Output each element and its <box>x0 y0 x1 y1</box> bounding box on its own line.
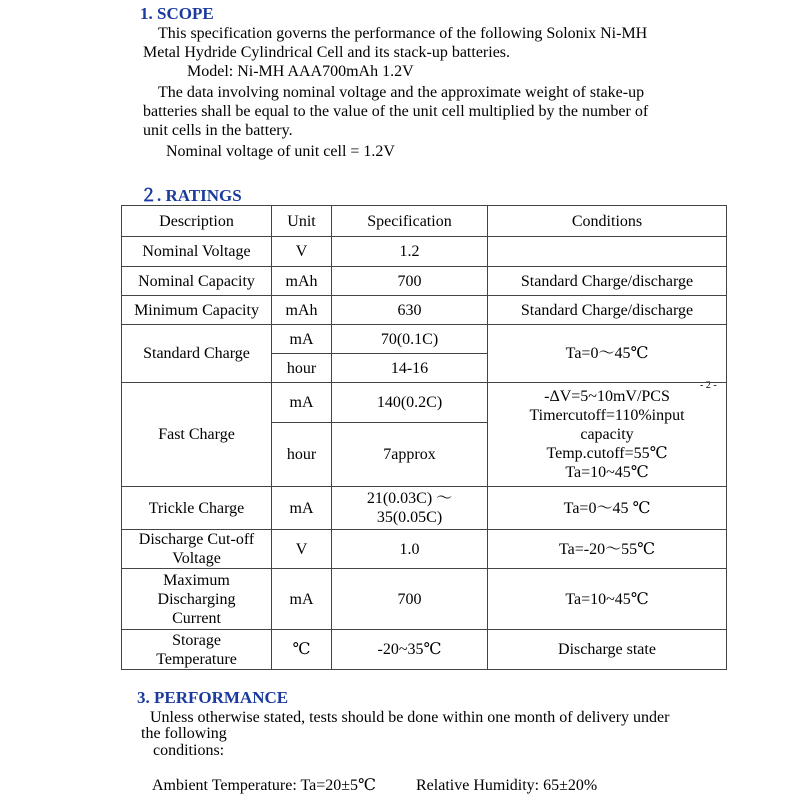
ratings-table <box>121 205 727 670</box>
cell-conditions: Standard Charge/discharge <box>488 267 727 296</box>
cell-conditions: Standard Charge/discharge <box>488 296 727 325</box>
spec-line: 35(0.05C) <box>376 509 443 526</box>
cell-description: Nominal Voltage <box>122 237 272 267</box>
desc-line: Discharge Cut-off <box>138 531 255 548</box>
header-conditions: Conditions <box>488 206 727 237</box>
scope-line-1: This specification governs the performance of the following Solonix Ni-MH <box>158 25 648 42</box>
cell-description: Minimum Capacity <box>122 296 272 325</box>
cell-conditions: Ta=-20～55℃ <box>488 530 727 569</box>
desc-line: Voltage <box>172 550 221 567</box>
scope-nominal-voltage: Nominal voltage of unit cell = 1.2V <box>166 143 395 160</box>
scope-heading: 1. SCOPE <box>140 4 214 23</box>
table-row <box>122 325 727 354</box>
performance-line-1: Unless otherwise stated, tests should be done within one month of delivery under <box>150 709 670 726</box>
cell-unit: ℃ <box>272 630 332 670</box>
performance-line-3: conditions: <box>153 742 225 759</box>
header-unit: Unit <box>272 206 332 237</box>
scope-line-5: batteries shall be equal to the value of the unit cell multiplied by the number of <box>143 103 649 120</box>
cell-spec <box>332 487 488 530</box>
relative-humidity: Relative Humidity: 65±20% <box>416 777 598 794</box>
table-row <box>122 630 727 670</box>
cell-description: Nominal Capacity <box>122 267 272 296</box>
cell-spec: 7approx <box>332 423 488 487</box>
cell-unit: V <box>272 237 332 267</box>
cell-spec: 630 <box>332 296 488 325</box>
cell-unit: mA <box>272 569 332 630</box>
cond-line: capacity <box>580 426 634 443</box>
desc-line: Current <box>172 609 221 627</box>
desc-line: Maximum <box>163 571 230 589</box>
table-row <box>122 569 727 630</box>
cell-description: Standard Charge <box>122 325 272 383</box>
ratings-heading: ２. RATINGS <box>140 186 242 205</box>
cell-spec: 700 <box>332 267 488 296</box>
cell-unit: mA <box>272 325 332 354</box>
table-row <box>122 296 727 325</box>
cell-spec: 70(0.1C) <box>332 325 488 354</box>
cell-unit: mA <box>272 383 332 423</box>
cond-line: -ΔV=5~10mV/PCS <box>544 388 670 405</box>
cell-unit: mAh <box>272 296 332 325</box>
scope-line-2: Metal Hydride Cylindrical Cell and its stack-up batteries. <box>143 44 511 61</box>
cell-description: Fast Charge <box>122 383 272 487</box>
cell-description <box>122 530 272 569</box>
performance-heading: 3. PERFORMANCE <box>137 688 289 707</box>
cond-line: Ta=10~45℃ <box>565 464 649 481</box>
table-row <box>122 237 727 267</box>
cell-description <box>122 630 272 670</box>
header-specification: Specification <box>332 206 488 237</box>
cell-description <box>122 569 272 630</box>
cell-spec: 1.2 <box>332 237 488 267</box>
desc-line: Discharging <box>157 590 236 608</box>
cell-unit: mA <box>272 487 332 530</box>
cell-spec: 700 <box>332 569 488 630</box>
cell-spec: 14-16 <box>332 354 488 383</box>
cell-conditions <box>488 383 727 487</box>
cell-spec: -20~35℃ <box>332 630 488 670</box>
scope-line-6: unit cells in the battery. <box>143 122 293 139</box>
cell-unit: hour <box>272 354 332 383</box>
cell-conditions: Ta=10~45℃ <box>488 569 727 630</box>
scope-model: Model: Ni-MH AAA700mAh 1.2V <box>187 63 414 80</box>
cell-conditions: Ta=0～45 ℃ <box>488 487 727 530</box>
page-marker: - 2 - <box>700 380 717 391</box>
cell-conditions: Discharge state <box>488 630 727 670</box>
performance-line-2: the following <box>141 725 227 742</box>
scope-line-4: The data involving nominal voltage and the approximate weight of stake-up <box>158 84 645 101</box>
cell-spec: 1.0 <box>332 530 488 569</box>
ambient-temperature: Ambient Temperature: Ta=20±5℃ <box>152 777 376 794</box>
table-row <box>122 383 727 423</box>
cell-conditions: Ta=0～45℃ <box>488 325 727 383</box>
table-row <box>122 267 727 296</box>
cell-description: Trickle Charge <box>122 487 272 530</box>
cell-unit: V <box>272 530 332 569</box>
cell-conditions <box>488 237 727 267</box>
cond-line: Timercutoff=110%input <box>529 407 685 424</box>
cond-line: Temp.cutoff=55℃ <box>546 445 668 462</box>
table-row <box>122 530 727 569</box>
desc-line: Storage <box>172 631 221 649</box>
cell-unit: hour <box>272 423 332 487</box>
table-header-row <box>122 206 727 237</box>
cell-spec: 140(0.2C) <box>332 383 488 423</box>
cell-unit: mAh <box>272 267 332 296</box>
header-description: Description <box>122 206 272 237</box>
table-row <box>122 487 727 530</box>
spec-line: 21(0.03C) ～ <box>366 490 453 507</box>
desc-line: Temperature <box>156 650 237 668</box>
